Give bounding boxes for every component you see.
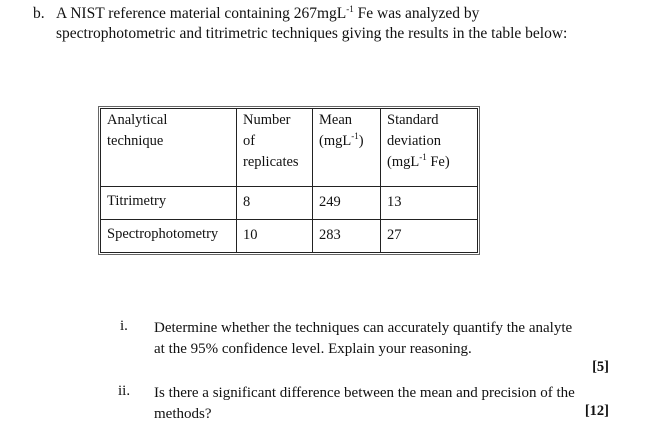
table-row <box>101 187 478 220</box>
table-header-row <box>101 109 478 187</box>
header-replicates <box>237 109 313 187</box>
question-intro-text-a: A NIST reference material containing 267mgL <box>56 5 347 22</box>
cell-mean: 283 <box>313 220 381 253</box>
header-sd-unit <box>387 152 477 173</box>
header-sd-unit-text: (mgL <box>387 154 420 170</box>
cell-sd: 13 <box>381 187 478 220</box>
cell-replicates: 8 <box>237 187 313 220</box>
subquestion-marks: [12] <box>584 403 609 419</box>
header-replicates-line: of <box>243 133 256 149</box>
cell-technique: Titrimetry <box>101 187 237 220</box>
subquestion-text: Is there a significant difference between the mean and precision of the methods? <box>154 385 575 422</box>
header-technique-line: Analytical <box>107 112 168 128</box>
header-sd-line: Standard <box>387 112 439 128</box>
cell-technique: Spectrophotometry <box>101 220 237 253</box>
header-replicates-line: Number <box>243 112 291 128</box>
header-technique <box>101 109 237 187</box>
header-sd <box>381 109 478 187</box>
results-table <box>100 108 478 253</box>
header-sd-unit-close: Fe) <box>426 154 450 170</box>
question-marker: b. <box>33 5 45 22</box>
header-mean <box>313 109 381 187</box>
unit-superscript: -1 <box>346 4 354 14</box>
header-mean-unit-text: (mgL <box>319 133 352 149</box>
subquestion-text: Determine whether the techniques can accurately quantify the analyte at the 95% confidence level. Explain your reasoning. <box>154 320 573 357</box>
question-intro-text-b: Fe was analyzed by <box>353 5 480 22</box>
cell-sd: 27 <box>381 220 478 253</box>
header-replicates-line: replicates <box>243 154 299 170</box>
header-mean-unit <box>319 131 380 152</box>
header-sd-line: deviation <box>387 133 441 149</box>
unit-superscript: -1 <box>351 131 359 141</box>
header-mean-line: Mean <box>319 112 353 128</box>
question-intro-line2: spectrophotometric and titrimetric techniques giving the results in the table below: <box>56 25 568 42</box>
header-mean-unit-close: ) <box>358 133 364 149</box>
cell-replicates: 10 <box>237 220 313 253</box>
subquestion-number: i. <box>120 318 128 334</box>
cell-mean: 249 <box>313 187 381 220</box>
header-technique-line: technique <box>107 133 164 149</box>
subquestion-number: ii. <box>118 383 131 399</box>
table-row <box>101 220 478 253</box>
subquestion-marks: [5] <box>592 359 609 375</box>
unit-superscript: -1 <box>419 152 427 162</box>
question-intro-line1 <box>56 5 479 23</box>
